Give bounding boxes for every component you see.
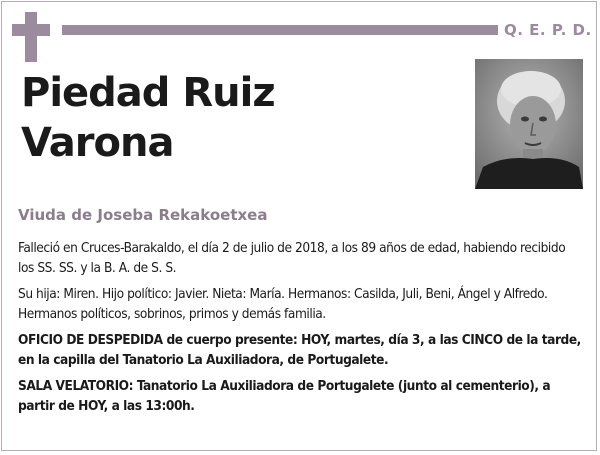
header-rule <box>62 25 498 35</box>
death-paragraph: Falleció en Cruces-Barakaldo, el día 2 de julio de 2018, a los 89 años de edad, habiendo recibido los SS. SS. y la B. A. de S. S. <box>18 240 566 276</box>
cross-icon <box>25 12 37 62</box>
wake-room-paragraph: SALA VELATORIO: Tanatorio La Auxiliadora de Portugalete (junto al cementerio), a partir de HOY, a las 13:00h. <box>18 378 551 414</box>
family-paragraph: Su hija: Miren. Hijo político: Javier. Nieta: María. Hermanos: Casilda, Juli, Beni, Ángel y Alfredo. Hermanos políticos, sobrinos, primos y demás familia. <box>18 286 548 322</box>
cross-icon-arm <box>12 24 50 36</box>
deceased-name-line2: Varona <box>21 120 174 166</box>
deceased-name <box>21 68 275 168</box>
portrait-photo <box>475 59 583 189</box>
funeral-service-paragraph: OFICIO DE DESPEDIDA de cuerpo presente: HOY, martes, día 3, a las CINCO de la tarde, en la capilla del Tanatorio La Auxiliadora, de Portugalete. <box>18 332 581 368</box>
subtitle-widow-of: Viuda de Joseba Rekakoetxea <box>18 206 268 224</box>
obituary-card <box>1 1 597 451</box>
qepd-label: Q. E. P. D. <box>504 21 592 39</box>
obituary-body <box>18 238 583 422</box>
deceased-name-line1: Piedad Ruiz <box>21 70 275 116</box>
